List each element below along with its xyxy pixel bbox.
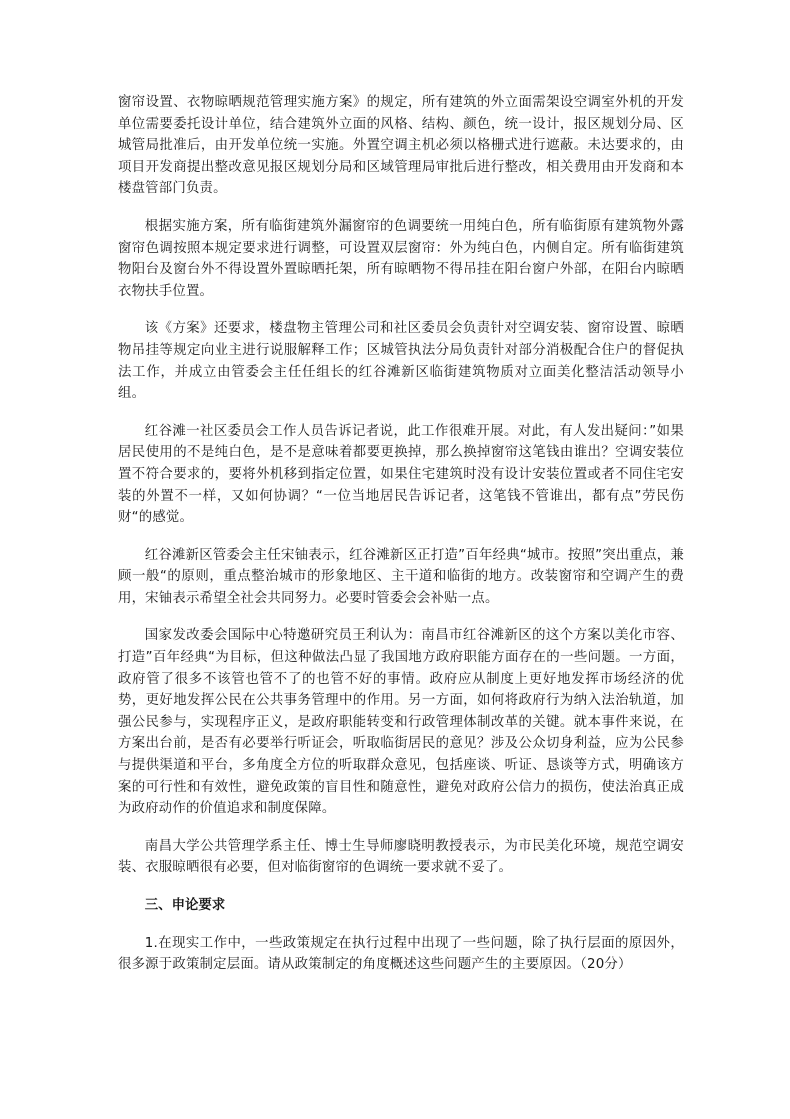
section-heading: 三、申论要求 <box>144 898 226 913</box>
paragraph-3: 该《方案》还要求，楼盘物主管理公司和社区委员会负责针对空调安装、窗帘设置、晾晒物吊挂等规定向业主进行说服解释工作；区城管执法分局负责针对部分消极配合住户的督促执法工作，并成立由管委会主任任组长的红谷滩新区临街建筑物质对立面美化整洁活动领导小组。 <box>118 321 684 402</box>
question-1: 1.在现实工作中，一些政策规定在执行过程中出现了一些问题，除了执行层面的原因外，很多源于政策制定层面。请从政策制定的角度概述这些问题产生的主要原因。（20分） <box>118 935 684 973</box>
paragraph-4: 红谷滩一社区委员会工作人员告诉记者说，此工作很难开展。对此，有人发出疑问：”如果居民使用的不是纯白色，是不是意味着都要更换掉，那么换掉窗帘这笔钱由谁出？空调安装位置不符合要求的，要将外机移到指定位置，如果住宅建筑时没有设计安装位置或者不同住宅安装的外置不一样，又如何协调？“一位当地居民告诉记者，这笔钱不管谁出，都有点”劳民伤财“的感觉。 <box>118 423 684 526</box>
paragraph-7: 南昌大学公共管理学系主任、博士生导师廖晓明教授表示，为市民美化环境，规范空调安装、衣服晾晒很有必要，但对临街窗帘的色调统一要求就不妥了。 <box>118 838 684 876</box>
paragraph-1: 窗帘设置、衣物晾晒规范管理实施方案》的规定，所有建筑的外立面需架设空调室外机的开发单位需要委托设计单位，结合建筑外立面的风格、结构、颜色，统一设计，报区规划分局、区城管局批准后，由开发单位统一实施。外置空调主机必须以格栅式进行遮蔽。未达要求的，由项目开发商提出整改意见报区规划分局和区域管理局审批后进行整改，相关费用由开发商和本楼盘管部门负责。 <box>118 95 684 197</box>
paragraph-5: 红谷滩新区管委会主任宋铀表示，红谷滩新区正打造”百年经典“城市。按照”突出重点，兼顾一般“的原则，重点整治城市的形象地区、主干道和临街的地方。改装窗帘和空调产生的费用，宋铀表示希望全社会共同努力。必要时管委会会补贴一点。 <box>118 547 684 606</box>
paragraph-6: 国家发改委会国际中心特邀研究员王利认为：南昌市红谷滩新区的这个方案以美化市容、打造”百年经典“为目标，但这种做法凸显了我国地方政府职能方面存在的一些问题。一方面，政府管了很多不该管也管不了的也管不好的事情。政府应从制度上更好地发挥市场经济的优势，更好地发挥公民在公共事务管理中的作用。另一方面，如何将政府行为纳入法治轨道，加强公民参与，实现程序正义，是政府职能转变和行政管理体制改革的关键。就本事件来说，在方案出台前，是否有必要举行听证会，听取临街居民的意见？涉及公众切身利益，应为公民参与提供渠道和平台，多角度全方位的听取群众意见，包括座谈、听证、恳谈等方式，明确该方案的可行性和有效性，避免政策的盲目性和随意性，避免对政府公信力的损伤，使法治真正成为政府动作的价值追求和制度保障。 <box>118 628 684 817</box>
paragraph-2: 根据实施方案，所有临街建筑外漏窗帘的色调要统一用纯白色，所有临街原有建筑物外露窗帘色调按照本规定要求进行调整，可设置双层窗帘：外为纯白色，内侧自定。所有临街建筑物阳台及窗台外不得设置外置晾晒托架，所有晾晒物不得吊挂在阳台窗户外部，在阳台内晾晒衣物扶手位置。 <box>118 218 684 299</box>
document-page <box>118 92 684 992</box>
